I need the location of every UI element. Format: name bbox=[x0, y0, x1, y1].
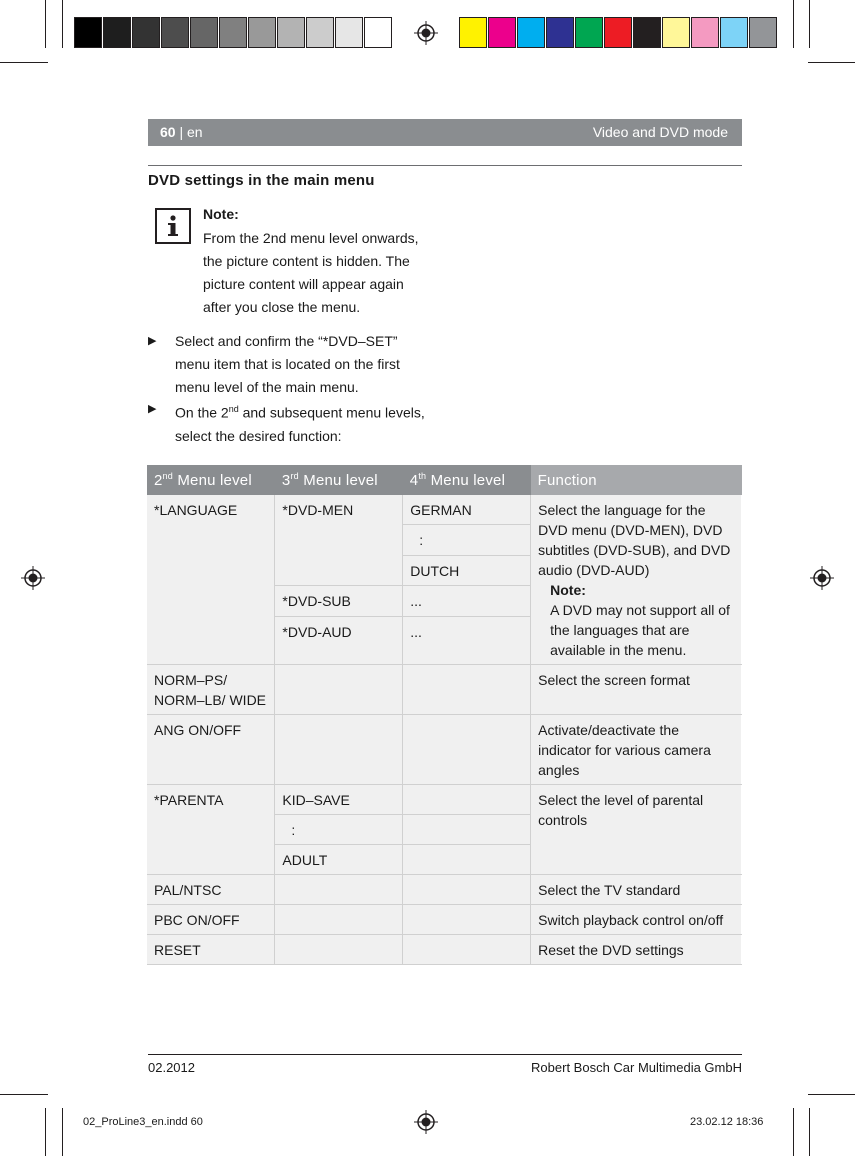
color-swatch bbox=[364, 17, 392, 48]
arrow-right-icon: ▶ bbox=[148, 335, 157, 347]
crop-mark bbox=[62, 0, 63, 48]
menu-table bbox=[147, 465, 742, 965]
cell-level4 bbox=[403, 715, 531, 785]
color-swatch bbox=[662, 17, 690, 48]
color-swatch bbox=[74, 17, 102, 48]
crop-mark bbox=[808, 1094, 855, 1095]
page-header-bar bbox=[148, 119, 742, 146]
table-row bbox=[147, 665, 742, 715]
cell-level4 bbox=[403, 935, 531, 965]
footer-rule bbox=[148, 1054, 742, 1055]
header-level-2: 2nd Menu level bbox=[147, 465, 275, 495]
cell-level3: : bbox=[275, 815, 403, 845]
cell-function: Select the TV standard bbox=[531, 875, 742, 905]
table-row bbox=[147, 715, 742, 785]
color-swatch bbox=[749, 17, 777, 48]
cell-level3: *DVD-SUB bbox=[275, 586, 403, 617]
function-text: Select the language for the DVD menu (DVD-MEN), DVD subtitles (DVD-SUB), and DVD audio (DVD-AUD) bbox=[538, 502, 731, 578]
cell-level3: *DVD-AUD bbox=[275, 617, 403, 665]
cell-level3 bbox=[275, 935, 403, 965]
footer-date: 02.2012 bbox=[148, 1060, 195, 1075]
color-swatch bbox=[335, 17, 363, 48]
crop-mark bbox=[809, 1108, 810, 1156]
crop-mark bbox=[62, 1108, 63, 1156]
color-swatch bbox=[575, 17, 603, 48]
section-title: Video and DVD mode bbox=[592, 124, 728, 140]
cell-level3: ADULT bbox=[275, 845, 403, 875]
cell-function: Switch playback control on/off bbox=[531, 905, 742, 935]
cell-level3 bbox=[275, 715, 403, 785]
table-row bbox=[147, 875, 742, 905]
cell-level4: DUTCH bbox=[403, 555, 531, 586]
crop-mark bbox=[0, 1094, 48, 1095]
registration-mark-icon bbox=[414, 1110, 438, 1134]
slug-datetime: 23.02.12 18:36 bbox=[690, 1116, 764, 1128]
table-row bbox=[147, 495, 742, 525]
cell-function bbox=[531, 495, 742, 665]
process-color-bar bbox=[459, 17, 778, 48]
cell-function: Select the screen format bbox=[531, 665, 742, 715]
section-heading: DVD settings in the main menu bbox=[148, 172, 375, 189]
cell-level2: NORM–PS/ NORM–LB/ WIDE bbox=[147, 665, 275, 715]
arrow-right-icon: ▶ bbox=[148, 403, 157, 415]
crop-mark bbox=[808, 62, 855, 63]
cell-level3 bbox=[275, 905, 403, 935]
cell-level4: : bbox=[403, 525, 531, 556]
note-body: From the 2nd menu level onwards, the picture content is hidden. The picture content will appear again after you close the menu. bbox=[203, 230, 419, 315]
function-note-body: A DVD may not support all of the languages that are available in the menu. bbox=[550, 602, 730, 658]
crop-mark bbox=[45, 0, 46, 48]
color-swatch bbox=[190, 17, 218, 48]
color-swatch bbox=[161, 17, 189, 48]
crop-mark bbox=[793, 0, 794, 48]
cell-level4: ... bbox=[403, 617, 531, 665]
table-row bbox=[147, 935, 742, 965]
footer-company: Robert Bosch Car Multimedia GmbH bbox=[531, 1060, 742, 1075]
cell-function: Activate/deactivate the indicator for various camera angles bbox=[531, 715, 742, 785]
cell-level2: PBC ON/OFF bbox=[147, 905, 275, 935]
crop-mark bbox=[0, 62, 48, 63]
cell-level2: *PARENTA bbox=[147, 785, 275, 875]
color-swatch bbox=[691, 17, 719, 48]
registration-mark-icon bbox=[21, 566, 45, 590]
color-swatch bbox=[517, 17, 545, 48]
color-swatch bbox=[103, 17, 131, 48]
header-rule bbox=[148, 165, 742, 166]
cell-function: Select the level of parental controls bbox=[531, 785, 742, 875]
table-row bbox=[147, 905, 742, 935]
cell-level4 bbox=[403, 845, 531, 875]
crop-mark bbox=[45, 1108, 46, 1156]
header-level-4: 4th Menu level bbox=[403, 465, 531, 495]
color-swatch bbox=[488, 17, 516, 48]
cell-level4 bbox=[403, 785, 531, 815]
function-note-title: Note: bbox=[550, 582, 586, 598]
info-icon bbox=[155, 208, 191, 244]
cell-level3: *DVD-MEN bbox=[275, 495, 403, 586]
color-swatch bbox=[546, 17, 574, 48]
step-text: Select and confirm the “*DVD–SET” menu item that is located on the first menu level of the main menu. bbox=[175, 333, 400, 395]
color-swatch bbox=[132, 17, 160, 48]
color-swatch bbox=[604, 17, 632, 48]
note-title: Note: bbox=[203, 206, 239, 222]
color-swatch bbox=[277, 17, 305, 48]
cell-function: Reset the DVD settings bbox=[531, 935, 742, 965]
crop-mark bbox=[793, 1108, 794, 1156]
cell-level2: PAL/NTSC bbox=[147, 875, 275, 905]
table-row bbox=[147, 785, 742, 815]
color-swatch bbox=[720, 17, 748, 48]
gray-color-bar bbox=[74, 17, 393, 48]
color-swatch bbox=[459, 17, 487, 48]
cell-level4 bbox=[403, 905, 531, 935]
table-header-row bbox=[147, 465, 742, 495]
cell-level3 bbox=[275, 665, 403, 715]
cell-level4: ... bbox=[403, 586, 531, 617]
header-function: Function bbox=[531, 465, 742, 495]
cell-level4 bbox=[403, 875, 531, 905]
cell-level2: RESET bbox=[147, 935, 275, 965]
color-swatch bbox=[633, 17, 661, 48]
cell-level2: ANG ON/OFF bbox=[147, 715, 275, 785]
registration-mark-icon bbox=[414, 21, 438, 45]
page-number: 60 | en bbox=[160, 124, 203, 140]
slug-file: 02_ProLine3_en.indd 60 bbox=[83, 1116, 203, 1128]
color-swatch bbox=[219, 17, 247, 48]
cell-level2: *LANGUAGE bbox=[147, 495, 275, 665]
cell-level4 bbox=[403, 815, 531, 845]
cell-level3: KID–SAVE bbox=[275, 785, 403, 815]
header-level-3: 3rd Menu level bbox=[275, 465, 403, 495]
color-swatch bbox=[306, 17, 334, 48]
step-text: On the 2nd and subsequent menu levels, select the desired function: bbox=[175, 404, 425, 444]
cell-level4 bbox=[403, 665, 531, 715]
crop-mark bbox=[809, 0, 810, 48]
cell-level4: GERMAN bbox=[403, 495, 531, 525]
cell-level3 bbox=[275, 875, 403, 905]
color-swatch bbox=[248, 17, 276, 48]
registration-mark-icon bbox=[810, 566, 834, 590]
